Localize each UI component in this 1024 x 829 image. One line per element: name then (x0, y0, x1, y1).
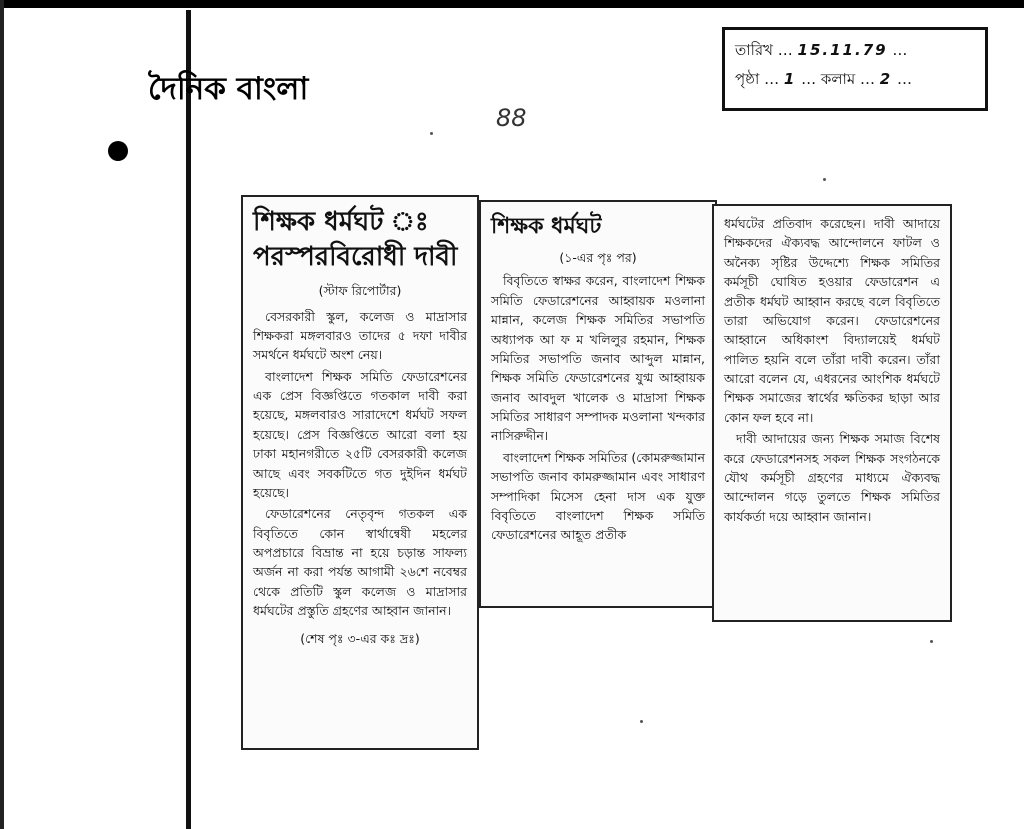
scan-speck (823, 178, 826, 181)
scan-speck (430, 132, 433, 135)
article-paragraph: বেসরকারী স্কুল, কলেজ ও মাদ্রাসার শিক্ষকরা মঙ্গলবারও তাদের ৫ দফা দাবীর সমর্থনে ধর্মঘটে অংশ নেয়। (253, 308, 467, 363)
scan-edge-left (0, 0, 4, 829)
news-clipping-final (712, 204, 952, 622)
article-paragraph: বাংলাদেশ শিক্ষক সমিতি ফেডারেশনের এক প্রেস বিজ্ঞপ্তিতে গতকাল দাবী করা হয়েছে, মঙ্গলবারও সারাদেশে ধর্মঘট সফল হয়েছে। প্রেস বিজ্ঞপ্তিতে আরো বলা হয় ঢাকা মহানগরীতে ২৫টি বেসরকারী কলেজ আছে এবং সবকটিতে গত দুইদিন ধর্মঘট হয়েছে। (253, 368, 467, 500)
scan-speck (930, 640, 933, 643)
date-label: তারিখ (735, 41, 773, 59)
news-clipping-continuation (479, 200, 717, 608)
page-column-row: পৃষ্ঠা … 1 … কলাম … 2 … (735, 69, 912, 88)
binding-fold-line (186, 10, 191, 829)
page-label: পৃষ্ঠা (735, 69, 760, 88)
clipping-headline: শিক্ষক ধর্মঘট ঃ পরস্পরবিরোধী দাবী (253, 207, 458, 273)
article-paragraph: ফেডারেশনের নেতৃবৃন্দ গতকল এক বিবৃতিতে কোন স্বার্থান্বেষী মহলের অপপ্রচারে বিভ্রান্ত না হয়ে চড়ান্ত সাফল্য অর্জন না করা পর্যন্ত আগামী ২৬শে নবেম্বর থেকে প্রতিটি স্কুল কলেজ ও মাদ্রাসার ধর্মঘটের প্রস্তুতি গ্রহণের আহ্বান জানান। (253, 506, 467, 619)
article-paragraph: ধর্মঘটের প্রতিবাদ করেছেন। দাবী আদায়ে শিক্ষকদের ঐক্যবদ্ধ আন্দোলনে ফাটল ও অনৈক্য সৃষ্টির উদ্দেশ্যে শিক্ষক সমিতির কর্মসূচী ঘোষিত হওয়ার ফেডারেশন এ প্রতীক ধর্মঘট আহ্বান করছে বলে বিবৃতিতে তারা অভিযোগ করেন। ফেডারেশনের আহ্বানে অধিকাংশ বিদ্যালয়েই ধর্মঘট পালিত হয়নি বলে তাঁরা দাবী করেন। তাঁরা আরো বলেন যে, এধরনের আংশিক ধর্মঘটে শিক্ষক সমাজের স্বার্থের ক্ষতিকর ছাড়া আর কোন ফল হবে না। (724, 216, 940, 425)
page-value: 1 (783, 69, 797, 88)
staff-reporter-byline: (স্টাফ রিপোর্টার) (318, 283, 402, 299)
scan-edge-top (0, 0, 1024, 8)
column-label: কলাম (820, 69, 856, 88)
continued-note: (শেষ পৃঃ ৩-এর কঃ দ্রঃ) (300, 630, 420, 646)
handwritten-page-number: 88 (496, 104, 527, 132)
date-row: তারিখ … 15.11.79 … (735, 41, 908, 59)
date-stamp-box (722, 27, 988, 111)
continuation-headline: শিক্ষক ধর্মঘট (491, 214, 602, 239)
punch-hole-mark (108, 141, 128, 161)
scan-speck (640, 720, 643, 723)
article-paragraph: বিবৃতিতে স্বাক্ষর করেন, বাংলাদেশ শিক্ষক সমিতি ফেডারেশনের আহ্বায়ক মওলানা মান্নান, কলেজ শিক্ষক সমিতির সভাপতি অধ্যাপক আ ফ ম খলিলুর রহমান, শিক্ষক সমিতির সভাপতি জনাব আব্দুল মান্নান, শিক্ষক সমিতি ফেডারেশনের যুগ্ম আহ্বায়ক জনাব আবদুল খালেক ও মাদ্রাসা শিক্ষক সমিতির সাধারণ সম্পাদক মওলানা খন্দকার নাসিরুদ্দীন। (491, 273, 705, 444)
date-value: 15.11.79 (797, 41, 888, 59)
column-value: 2 (879, 69, 893, 88)
article-paragraph: বাংলাদেশ শিক্ষক সমিতির (কোমরুজ্জামান সভাপতি জনাব কামরুজ্জামান এবং সাধারণ সম্পাদিকা মিসেস হেনা দাস এক যুক্ত বিবৃতিতে বাংলাদেশ শিক্ষক সমিতি ফেডারেশনের আহূত প্রতীক (491, 449, 705, 543)
news-clipping-main (241, 195, 479, 750)
continuation-reference: (১-এর পৃঃ পর) (559, 250, 637, 266)
newspaper-masthead: দৈনিক বাংলা (148, 71, 309, 107)
article-paragraph: দাবী আদায়ের জন্য শিক্ষক সমাজ বিশেষ করে ফেডারেশনসহ সকল শিক্ষক সংগঠনকে যৌথ কর্মসূচী গ্রহণের মাধ্যমে ঐক্যবদ্ধ আন্দোলন গড়ে তুলতে শিক্ষক সমিতির কার্যকর্তা দয়ে আহ্বান জানান। (724, 431, 940, 524)
